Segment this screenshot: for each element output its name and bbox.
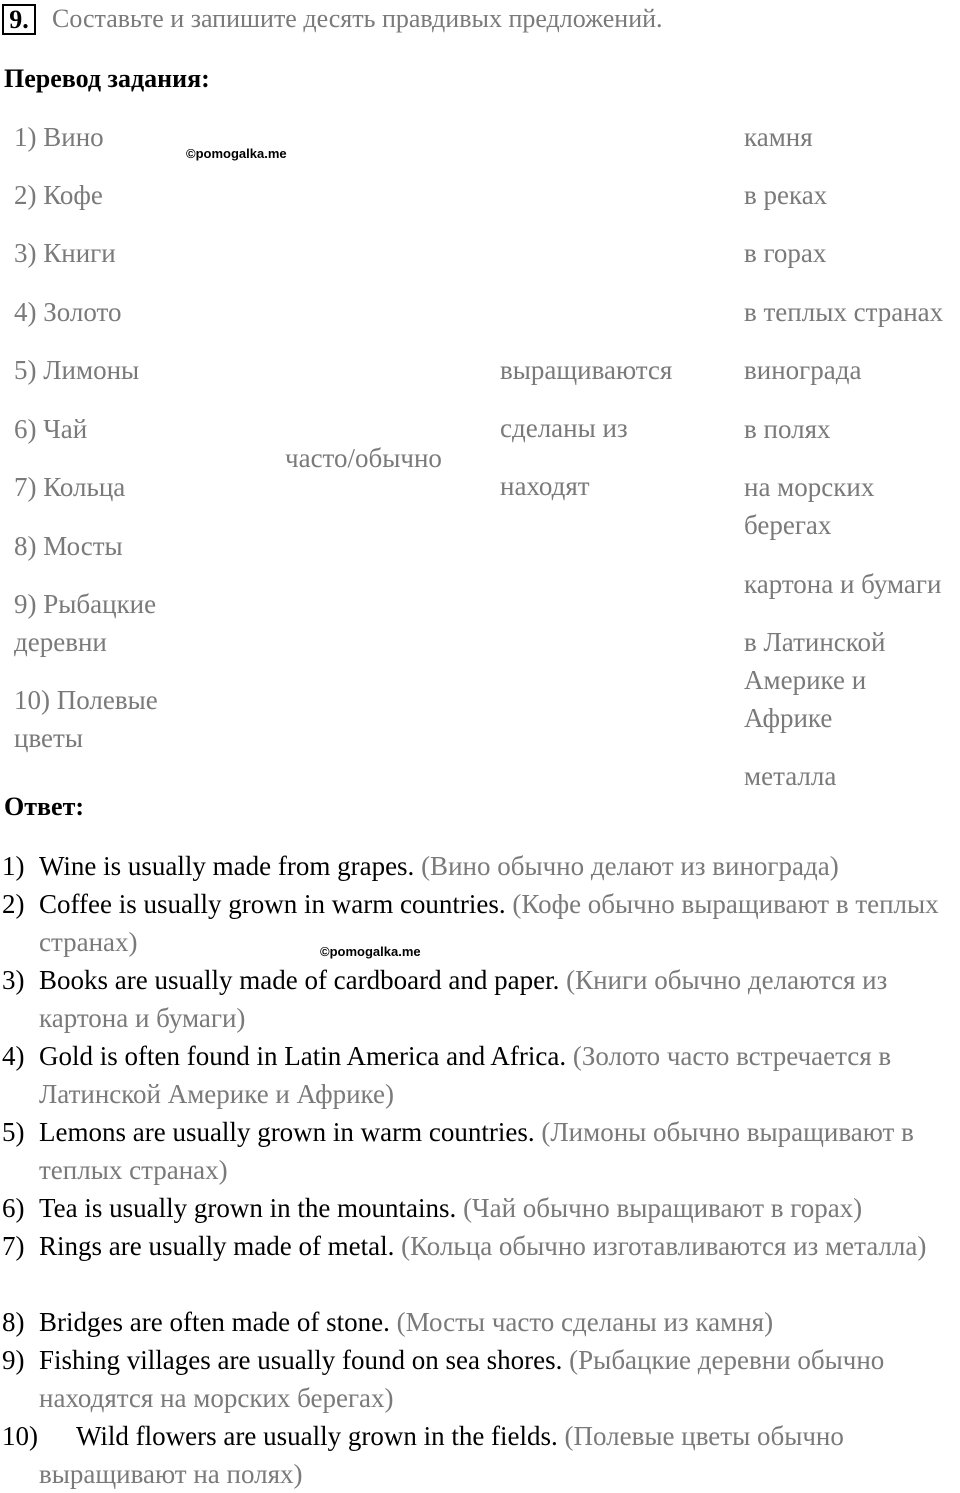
answer-russian: (Вино обычно делают из винограда)	[421, 851, 839, 881]
ending-7: на морских берегах	[744, 472, 875, 540]
translation-heading: Перевод задания:	[4, 64, 210, 93]
answer-number: 8)	[2, 1307, 25, 1337]
answer-russian: (Лимоны обычно выращивают в теплых странах)	[39, 1117, 914, 1185]
subject-1: 1) Вино	[14, 122, 104, 152]
verb-3: находят	[500, 471, 590, 501]
watermark-2: ©pomogalka.me	[320, 944, 421, 959]
subject-5: 5) Лимоны	[14, 355, 140, 385]
verb-1: выращиваются	[500, 355, 673, 385]
adverb: часто/обычно	[285, 443, 442, 473]
answer-number: 1)	[2, 851, 25, 881]
answer-number: 7)	[2, 1231, 25, 1261]
answer-russian: (Рыбацкие деревни обычно находятся на морских берегах)	[39, 1345, 885, 1413]
answer-heading: Ответ:	[4, 792, 85, 821]
answer-english: Bridges are often made of stone.	[39, 1307, 390, 1337]
answer-number: 6)	[2, 1193, 25, 1223]
answer-russian: (Кофе обычно выращивают в теплых странах)	[39, 889, 939, 957]
answer-english: Wild flowers are usually grown in the fields.	[76, 1421, 558, 1451]
subject-2: 2) Кофе	[14, 180, 103, 210]
answer-russian: (Полевые цветы обычно выращивают на полях)	[39, 1421, 844, 1489]
subject-9: 9) Рыбацкие деревни	[14, 589, 157, 657]
subject-8: 8) Мосты	[14, 531, 123, 561]
answer-number: 9)	[2, 1345, 25, 1375]
ending-6: в полях	[744, 414, 831, 444]
answer-number: 10)	[2, 1421, 38, 1451]
answer-number: 5)	[2, 1117, 25, 1147]
answer-english: Lemons are usually grown in warm countries.	[39, 1117, 535, 1147]
subject-10: 10) Полевые цветы	[14, 685, 158, 753]
ending-5: винограда	[744, 355, 862, 385]
answer-english: Rings are usually made of metal.	[39, 1231, 395, 1261]
task-text: Составьте и запишите десять правдивых предложений.	[52, 4, 663, 33]
subject-6: 6) Чай	[14, 414, 88, 444]
verb-2: сделаны из	[500, 413, 628, 443]
subject-4: 4) Золото	[14, 297, 122, 327]
answer-number: 4)	[2, 1041, 25, 1071]
answer-english: Wine is usually made from grapes.	[39, 851, 415, 881]
ending-10: металла	[744, 761, 837, 791]
ending-2: в реках	[744, 180, 828, 210]
ending-8: картона и бумаги	[744, 569, 942, 599]
ending-1: камня	[744, 122, 813, 152]
answer-russian: (Кольца обычно изготавливаются из металла)	[401, 1231, 927, 1261]
subject-3: 3) Книги	[14, 238, 116, 268]
subject-7: 7) Кольца	[14, 472, 126, 502]
answer-number: 3)	[2, 965, 25, 995]
answer-russian: (Мосты часто сделаны из камня)	[396, 1307, 774, 1337]
answer-russian: (Чай обычно выращивают в горах)	[463, 1193, 863, 1223]
answer-russian: (Книги обычно делаются из картона и бумаги)	[39, 965, 888, 1033]
answer-english: Books are usually made of cardboard and paper.	[39, 965, 560, 995]
answer-english: Coffee is usually grown in warm countries.	[39, 889, 506, 919]
watermark: ©pomogalka.me	[186, 146, 287, 161]
task-number: 9.	[2, 4, 36, 35]
answer-english: Gold is often found in Latin America and Africa.	[39, 1041, 567, 1071]
answer-number: 2)	[2, 889, 25, 919]
answer-english: Tea is usually grown in the mountains.	[39, 1193, 457, 1223]
answer-english: Fishing villages are usually found on sea shores.	[39, 1345, 563, 1375]
ending-4: в теплых странах	[744, 297, 944, 327]
ending-3: в горах	[744, 238, 827, 268]
answer-russian: (Золото часто встречается в Латинской Америке и Африке)	[39, 1041, 892, 1109]
ending-9: в Латинской Америке и Африке	[744, 627, 886, 733]
